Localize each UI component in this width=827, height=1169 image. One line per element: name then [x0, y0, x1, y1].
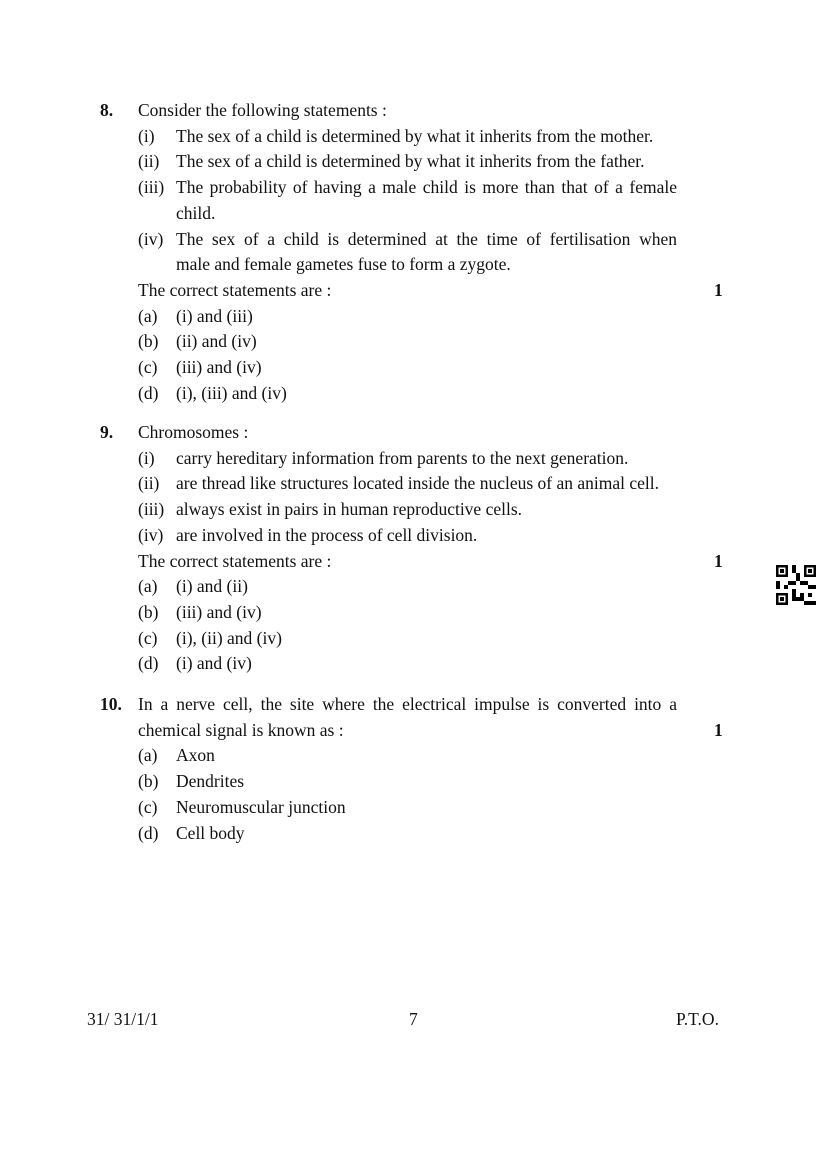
- option-label: (a): [138, 576, 158, 597]
- statement-text: The sex of a child is determined by what it inherits from the mother.: [176, 125, 654, 146]
- footer-paper-code: 31/ 31/1/1: [87, 1009, 159, 1029]
- question-stem: Consider the following statements :: [138, 100, 387, 120]
- question-stem: In a nerve cell, the site where the electrical impulse is converted into a: [138, 694, 677, 714]
- statement-text: are thread like structures located inside the nucleus of an animal cell.: [176, 473, 660, 494]
- statement-label: (iii): [138, 499, 165, 520]
- statement-text: are involved in the process of cell division.: [176, 524, 478, 545]
- option-text: (iii) and (iv): [176, 601, 262, 622]
- option-text: (iii) and (iv): [176, 357, 262, 377]
- option-label: (c): [138, 357, 158, 377]
- option-label: (a): [138, 745, 158, 766]
- question-number: 8.: [100, 100, 114, 120]
- qr-code-icon: [776, 565, 816, 605]
- option-label: (c): [138, 796, 158, 817]
- question-stem: Chromosomes :: [138, 422, 249, 442]
- option-text: Neuromuscular junction: [176, 796, 346, 817]
- option-text: (i), (iii) and (iv): [176, 382, 287, 403]
- option-text: Axon: [176, 745, 215, 766]
- marks-label: 1: [714, 550, 723, 571]
- option-label: (c): [138, 627, 158, 648]
- marks-label: 1: [714, 279, 723, 300]
- option-label: (b): [138, 601, 159, 622]
- statement-label: (iv): [138, 524, 164, 545]
- option-text: (i) and (ii): [176, 576, 248, 597]
- option-label: (b): [138, 771, 159, 792]
- option-label: (b): [138, 331, 159, 352]
- statement-text: The probability of having a male child is more than that of a female: [176, 177, 677, 198]
- statement-label: (iv): [138, 228, 164, 249]
- statement-text: child.: [176, 202, 216, 223]
- statement-label: (i): [138, 125, 155, 146]
- option-label: (d): [138, 653, 159, 674]
- option-text: Cell body: [176, 822, 245, 843]
- statement-label: (iii): [138, 177, 165, 198]
- question-prompt: The correct statements are :: [138, 550, 332, 571]
- footer-pto: P.T.O.: [676, 1009, 719, 1029]
- statement-text: always exist in pairs in human reproductive cells.: [176, 499, 523, 520]
- question-prompt: The correct statements are :: [138, 279, 332, 300]
- option-label: (d): [138, 822, 159, 843]
- option-text: (i), (ii) and (iv): [176, 627, 282, 648]
- option-label: (a): [138, 305, 158, 326]
- statement-label: (ii): [138, 151, 160, 172]
- statement-label: (i): [138, 447, 155, 468]
- option-text: (ii) and (iv): [176, 331, 257, 352]
- footer-page-number: 7: [409, 1009, 418, 1029]
- option-text: (i) and (iii): [176, 305, 253, 326]
- statement-label: (ii): [138, 473, 160, 494]
- question-stem: chemical signal is known as :: [138, 719, 344, 740]
- option-label: (d): [138, 382, 159, 403]
- marks-label: 1: [714, 719, 723, 740]
- option-text: (i) and (iv): [176, 653, 252, 674]
- statement-text: carry hereditary information from parents to the next generation.: [176, 447, 629, 468]
- question-number: 10.: [100, 694, 122, 714]
- option-text: Dendrites: [176, 771, 245, 792]
- question-number: 9.: [100, 422, 114, 442]
- statement-text: The sex of a child is determined by what it inherits from the father.: [176, 151, 645, 172]
- statement-text: male and female gametes fuse to form a zygote.: [176, 254, 511, 275]
- statement-text: The sex of a child is determined at the time of fertilisation when: [176, 228, 677, 249]
